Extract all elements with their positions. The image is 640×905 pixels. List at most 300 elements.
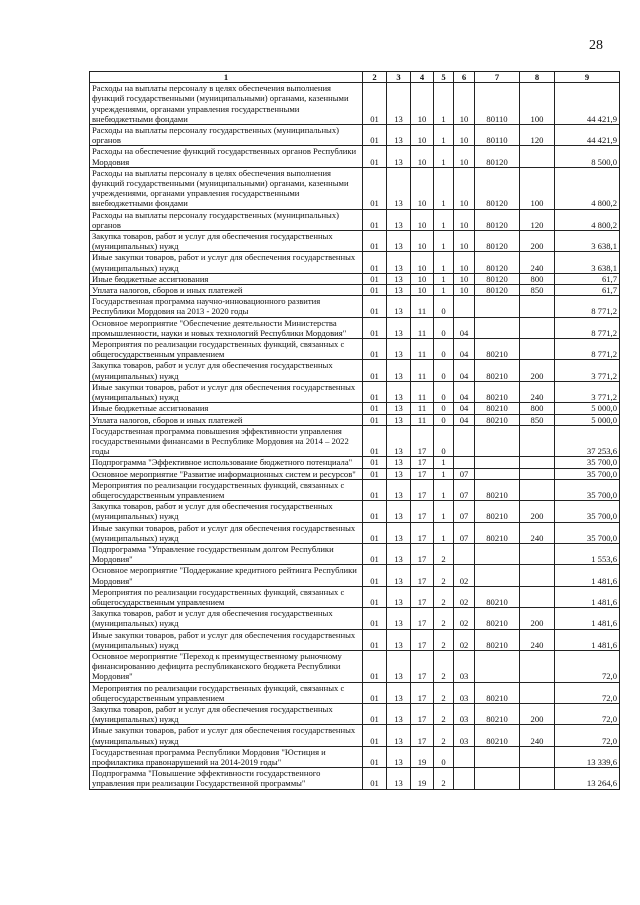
amount: 4 800,2 (555, 209, 620, 230)
table-row (90, 339, 620, 360)
code-program: 17 (411, 468, 434, 479)
table-header-row (90, 72, 620, 83)
code-subprogram: 1 (434, 146, 454, 167)
code-subprogram: 1 (434, 252, 454, 273)
row-name: Иные закупки товаров, работ и услуг для обеспечения государственных (муниципальных) нужд (90, 252, 363, 273)
code-program: 17 (411, 501, 434, 522)
code-subsection: 13 (387, 565, 411, 586)
row-name: Подпрограмма "Эффективное использование бюджетного потенциала" (90, 457, 363, 468)
code-expense-type (520, 543, 555, 564)
row-name: Иные закупки товаров, работ и услуг для обеспечения государственных (муниципальных) нужд (90, 522, 363, 543)
table-row (90, 746, 620, 767)
code-measure: 02 (454, 629, 475, 650)
code-subprogram: 2 (434, 725, 454, 746)
row-name: Основное мероприятие "Развитие информационных систем и ресурсов" (90, 468, 363, 479)
amount: 44 421,9 (555, 83, 620, 125)
table-row (90, 703, 620, 724)
amount: 1 481,6 (555, 586, 620, 607)
code-program: 17 (411, 703, 434, 724)
code-section: 01 (363, 479, 387, 500)
row-name: Уплата налогов, сборов и иных платежей (90, 414, 363, 425)
code-section: 01 (363, 146, 387, 167)
code-measure: 10 (454, 273, 475, 284)
amount: 35 700,0 (555, 479, 620, 500)
code-subprogram: 0 (434, 414, 454, 425)
code-measure: 10 (454, 209, 475, 230)
code-direction: 80210 (475, 703, 520, 724)
code-subprogram: 2 (434, 682, 454, 703)
code-subprogram: 2 (434, 565, 454, 586)
code-measure: 04 (454, 360, 475, 381)
row-name: Расходы на выплаты персоналу государственных (муниципальных) органов (90, 125, 363, 146)
code-expense-type: 800 (520, 403, 555, 414)
code-expense-type: 200 (520, 703, 555, 724)
row-name: Основное мероприятие "Поддержание кредитного рейтинга Республики Мордовия" (90, 565, 363, 586)
code-measure: 10 (454, 231, 475, 252)
amount: 1 481,6 (555, 565, 620, 586)
code-program: 19 (411, 746, 434, 767)
code-expense-type (520, 425, 555, 457)
code-program: 17 (411, 682, 434, 703)
row-name: Закупка товаров, работ и услуг для обеспечения государственных (муниципальных) нужд (90, 231, 363, 252)
row-name: Иные бюджетные ассигнования (90, 403, 363, 414)
amount: 13 339,6 (555, 746, 620, 767)
code-subprogram: 2 (434, 608, 454, 629)
code-program: 17 (411, 608, 434, 629)
code-expense-type: 200 (520, 608, 555, 629)
code-measure (454, 457, 475, 468)
code-subprogram: 1 (434, 479, 454, 500)
code-section: 01 (363, 296, 387, 317)
code-direction: 80210 (475, 414, 520, 425)
row-name: Основное мероприятие "Обеспечение деятельности Министерства промышленности, науки и новых технологий Республики Мордовия" (90, 317, 363, 338)
code-direction: 80210 (475, 479, 520, 500)
table-row (90, 650, 620, 682)
amount: 8 771,2 (555, 296, 620, 317)
table-row (90, 146, 620, 167)
code-expense-type (520, 768, 555, 789)
row-name: Иные закупки товаров, работ и услуг для обеспечения государственных (муниципальных) нужд (90, 381, 363, 402)
amount: 8 500,0 (555, 146, 620, 167)
code-section: 01 (363, 209, 387, 230)
code-program: 17 (411, 425, 434, 457)
code-expense-type: 240 (520, 522, 555, 543)
code-section: 01 (363, 522, 387, 543)
code-measure: 10 (454, 125, 475, 146)
code-subsection: 13 (387, 296, 411, 317)
code-program: 17 (411, 725, 434, 746)
code-direction: 80210 (475, 501, 520, 522)
code-subsection: 13 (387, 285, 411, 296)
code-direction: 80120 (475, 231, 520, 252)
code-section: 01 (363, 285, 387, 296)
table-row (90, 381, 620, 402)
code-program: 17 (411, 522, 434, 543)
code-section: 01 (363, 403, 387, 414)
code-section: 01 (363, 457, 387, 468)
code-measure (454, 543, 475, 564)
row-name: Иные закупки товаров, работ и услуг для обеспечения государственных (муниципальных) нужд (90, 629, 363, 650)
code-program: 17 (411, 479, 434, 500)
code-measure: 03 (454, 650, 475, 682)
code-subprogram: 2 (434, 586, 454, 607)
code-subsection: 13 (387, 360, 411, 381)
code-program: 19 (411, 768, 434, 789)
code-program: 17 (411, 543, 434, 564)
code-expense-type: 850 (520, 285, 555, 296)
code-subsection: 13 (387, 543, 411, 564)
table-row (90, 403, 620, 414)
code-program: 17 (411, 650, 434, 682)
table-row (90, 231, 620, 252)
col-header: 9 (555, 72, 620, 83)
amount: 5 000,0 (555, 414, 620, 425)
code-measure: 04 (454, 317, 475, 338)
table-row (90, 586, 620, 607)
code-section: 01 (363, 317, 387, 338)
amount: 35 700,0 (555, 501, 620, 522)
row-name: Подпрограмма "Повышение эффективности государственного управления при реализации Государственной программы" (90, 768, 363, 789)
table-row (90, 285, 620, 296)
code-subprogram: 0 (434, 403, 454, 414)
table-row (90, 167, 620, 209)
code-subprogram: 2 (434, 650, 454, 682)
code-measure: 07 (454, 479, 475, 500)
code-program: 10 (411, 273, 434, 284)
code-measure: 03 (454, 703, 475, 724)
amount: 1 481,6 (555, 608, 620, 629)
table-row (90, 125, 620, 146)
amount: 8 771,2 (555, 339, 620, 360)
code-subprogram: 0 (434, 360, 454, 381)
code-subprogram: 2 (434, 768, 454, 789)
code-expense-type (520, 296, 555, 317)
row-name: Мероприятия по реализации государственных функций, связанных с общегосударственным управлением (90, 682, 363, 703)
col-header: 5 (434, 72, 454, 83)
code-direction: 80110 (475, 125, 520, 146)
amount: 72,0 (555, 703, 620, 724)
code-expense-type (520, 457, 555, 468)
amount: 61,7 (555, 285, 620, 296)
row-name: Мероприятия по реализации государственных функций, связанных с общегосударственным управлением (90, 479, 363, 500)
row-name: Закупка товаров, работ и услуг для обеспечения государственных (муниципальных) нужд (90, 608, 363, 629)
code-subsection: 13 (387, 457, 411, 468)
code-expense-type (520, 479, 555, 500)
code-subsection: 13 (387, 231, 411, 252)
code-measure (454, 768, 475, 789)
code-direction: 80210 (475, 629, 520, 650)
table-row (90, 457, 620, 468)
code-section: 01 (363, 414, 387, 425)
code-section: 01 (363, 725, 387, 746)
code-direction (475, 746, 520, 767)
code-section: 01 (363, 339, 387, 360)
amount: 1 553,6 (555, 543, 620, 564)
code-subprogram: 1 (434, 457, 454, 468)
code-subprogram: 0 (434, 339, 454, 360)
table-row (90, 479, 620, 500)
table-row (90, 252, 620, 273)
amount: 35 700,0 (555, 522, 620, 543)
row-name: Подпрограмма "Управление государственным долгом Республики Мордовия" (90, 543, 363, 564)
code-subsection: 13 (387, 522, 411, 543)
code-direction: 80210 (475, 725, 520, 746)
code-section: 01 (363, 565, 387, 586)
code-expense-type (520, 146, 555, 167)
code-program: 11 (411, 296, 434, 317)
code-subsection: 13 (387, 746, 411, 767)
code-section: 01 (363, 252, 387, 273)
code-subprogram: 1 (434, 285, 454, 296)
code-direction (475, 650, 520, 682)
code-program: 11 (411, 339, 434, 360)
code-subsection: 13 (387, 339, 411, 360)
code-program: 17 (411, 565, 434, 586)
code-expense-type: 240 (520, 629, 555, 650)
code-subsection: 13 (387, 629, 411, 650)
code-measure: 10 (454, 167, 475, 209)
code-section: 01 (363, 650, 387, 682)
amount: 72,0 (555, 650, 620, 682)
code-subprogram: 1 (434, 83, 454, 125)
amount: 37 253,6 (555, 425, 620, 457)
code-expense-type (520, 650, 555, 682)
code-subsection: 13 (387, 768, 411, 789)
col-header: 7 (475, 72, 520, 83)
code-direction: 80210 (475, 339, 520, 360)
code-program: 17 (411, 457, 434, 468)
code-direction: 80210 (475, 608, 520, 629)
code-measure: 07 (454, 501, 475, 522)
code-direction: 80120 (475, 273, 520, 284)
code-direction (475, 565, 520, 586)
amount: 8 771,2 (555, 317, 620, 338)
row-name: Расходы на выплаты персоналу государственных (муниципальных) органов (90, 209, 363, 230)
table-row (90, 425, 620, 457)
code-subsection: 13 (387, 273, 411, 284)
code-subprogram: 1 (434, 167, 454, 209)
code-subsection: 13 (387, 414, 411, 425)
code-program: 10 (411, 167, 434, 209)
amount: 35 700,0 (555, 457, 620, 468)
code-subprogram: 2 (434, 629, 454, 650)
code-measure: 04 (454, 414, 475, 425)
code-expense-type: 240 (520, 252, 555, 273)
row-name: Государственная программа научно-инновационного развития Республики Мордовия на 2013 - 2020 годы (90, 296, 363, 317)
amount: 72,0 (555, 725, 620, 746)
amount: 5 000,0 (555, 403, 620, 414)
code-section: 01 (363, 608, 387, 629)
amount: 61,7 (555, 273, 620, 284)
code-measure (454, 746, 475, 767)
code-direction: 80210 (475, 403, 520, 414)
code-program: 10 (411, 83, 434, 125)
code-subsection: 13 (387, 167, 411, 209)
code-expense-type (520, 746, 555, 767)
code-subsection: 13 (387, 703, 411, 724)
code-program: 10 (411, 252, 434, 273)
code-expense-type: 120 (520, 125, 555, 146)
table-row (90, 565, 620, 586)
code-measure: 10 (454, 146, 475, 167)
code-direction: 80210 (475, 586, 520, 607)
table-row (90, 543, 620, 564)
code-program: 11 (411, 414, 434, 425)
code-program: 11 (411, 403, 434, 414)
code-direction (475, 425, 520, 457)
code-subsection: 13 (387, 252, 411, 273)
code-expense-type: 100 (520, 167, 555, 209)
amount: 44 421,9 (555, 125, 620, 146)
row-name: Государственная программа повышения эффективности управления государственными финансами в Республике Мордовия на 2014 – 2022 годы (90, 425, 363, 457)
budget-table (89, 71, 620, 790)
code-measure: 07 (454, 522, 475, 543)
col-header: 2 (363, 72, 387, 83)
code-measure: 02 (454, 565, 475, 586)
col-header: 1 (90, 72, 363, 83)
row-name: Иные бюджетные ассигнования (90, 273, 363, 284)
table-row (90, 768, 620, 789)
table-row (90, 273, 620, 284)
code-expense-type: 850 (520, 414, 555, 425)
code-measure: 03 (454, 682, 475, 703)
code-direction: 80120 (475, 209, 520, 230)
code-subprogram: 1 (434, 522, 454, 543)
code-program: 17 (411, 586, 434, 607)
code-direction (475, 768, 520, 789)
code-direction: 80110 (475, 83, 520, 125)
page-number: 28 (589, 38, 603, 53)
code-expense-type: 200 (520, 501, 555, 522)
code-expense-type: 100 (520, 83, 555, 125)
code-subsection: 13 (387, 146, 411, 167)
code-section: 01 (363, 425, 387, 457)
code-direction: 80120 (475, 252, 520, 273)
code-subsection: 13 (387, 125, 411, 146)
code-expense-type (520, 565, 555, 586)
code-subsection: 13 (387, 682, 411, 703)
code-subsection: 13 (387, 381, 411, 402)
code-subprogram: 0 (434, 746, 454, 767)
table-row (90, 296, 620, 317)
code-direction: 80210 (475, 360, 520, 381)
row-name: Уплата налогов, сборов и иных платежей (90, 285, 363, 296)
code-program: 10 (411, 125, 434, 146)
amount: 4 800,2 (555, 167, 620, 209)
table-row (90, 83, 620, 125)
row-name: Государственная программа Республики Мордовия "Юстиция и профилактика правонарушений на 2014-2019 годы" (90, 746, 363, 767)
code-subprogram: 0 (434, 425, 454, 457)
code-program: 11 (411, 317, 434, 338)
row-name: Закупка товаров, работ и услуг для обеспечения государственных (муниципальных) нужд (90, 360, 363, 381)
code-subsection: 13 (387, 425, 411, 457)
code-subsection: 13 (387, 479, 411, 500)
code-section: 01 (363, 167, 387, 209)
code-expense-type (520, 586, 555, 607)
code-direction (475, 468, 520, 479)
code-direction: 80120 (475, 285, 520, 296)
row-name: Закупка товаров, работ и услуг для обеспечения государственных (муниципальных) нужд (90, 501, 363, 522)
code-subprogram: 0 (434, 317, 454, 338)
code-direction: 80210 (475, 682, 520, 703)
code-program: 11 (411, 381, 434, 402)
code-measure: 03 (454, 725, 475, 746)
code-expense-type (520, 339, 555, 360)
code-direction: 80120 (475, 167, 520, 209)
code-subsection: 13 (387, 501, 411, 522)
code-section: 01 (363, 501, 387, 522)
code-direction (475, 296, 520, 317)
code-program: 17 (411, 629, 434, 650)
amount: 1 481,6 (555, 629, 620, 650)
code-subsection: 13 (387, 650, 411, 682)
code-program: 10 (411, 209, 434, 230)
code-subsection: 13 (387, 586, 411, 607)
code-expense-type: 800 (520, 273, 555, 284)
table-row (90, 360, 620, 381)
code-program: 10 (411, 146, 434, 167)
code-direction (475, 317, 520, 338)
code-subsection: 13 (387, 317, 411, 338)
row-name: Расходы на выплаты персоналу в целях обеспечения выполнения функций государственными (муниципальными) органами, казенными учреждениями, органами управления государственными внебюджетными фондами (90, 83, 363, 125)
code-section: 01 (363, 629, 387, 650)
code-measure (454, 296, 475, 317)
code-direction (475, 543, 520, 564)
code-direction (475, 457, 520, 468)
amount: 3 638,1 (555, 252, 620, 273)
code-expense-type (520, 317, 555, 338)
code-expense-type (520, 682, 555, 703)
code-measure: 10 (454, 83, 475, 125)
table-row (90, 629, 620, 650)
amount: 3 771,2 (555, 381, 620, 402)
code-section: 01 (363, 381, 387, 402)
code-section: 01 (363, 231, 387, 252)
code-section: 01 (363, 682, 387, 703)
code-section: 01 (363, 746, 387, 767)
code-expense-type: 120 (520, 209, 555, 230)
amount: 3 638,1 (555, 231, 620, 252)
col-header: 8 (520, 72, 555, 83)
row-name: Иные закупки товаров, работ и услуг для обеспечения государственных (муниципальных) нужд (90, 725, 363, 746)
code-subprogram: 1 (434, 125, 454, 146)
col-header: 3 (387, 72, 411, 83)
code-subprogram: 1 (434, 468, 454, 479)
code-expense-type: 200 (520, 231, 555, 252)
code-subsection: 13 (387, 209, 411, 230)
table-row (90, 317, 620, 338)
table-row (90, 468, 620, 479)
code-measure: 10 (454, 285, 475, 296)
amount: 35 700,0 (555, 468, 620, 479)
code-section: 01 (363, 468, 387, 479)
code-section: 01 (363, 543, 387, 564)
code-measure: 10 (454, 252, 475, 273)
code-expense-type: 240 (520, 381, 555, 402)
code-expense-type: 240 (520, 725, 555, 746)
amount: 13 264,6 (555, 768, 620, 789)
code-direction: 80210 (475, 381, 520, 402)
code-expense-type (520, 468, 555, 479)
code-subprogram: 0 (434, 381, 454, 402)
code-subprogram: 1 (434, 501, 454, 522)
table-row (90, 608, 620, 629)
code-subprogram: 1 (434, 231, 454, 252)
code-subsection: 13 (387, 725, 411, 746)
row-name: Расходы на обеспечение функций государственных органов Республики Мордовия (90, 146, 363, 167)
row-name: Расходы на выплаты персоналу в целях обеспечения выполнения функций государственными (муниципальными) органами, казенными учреждениями, органами управления государственными внебюджетными фондами (90, 167, 363, 209)
amount: 72,0 (555, 682, 620, 703)
